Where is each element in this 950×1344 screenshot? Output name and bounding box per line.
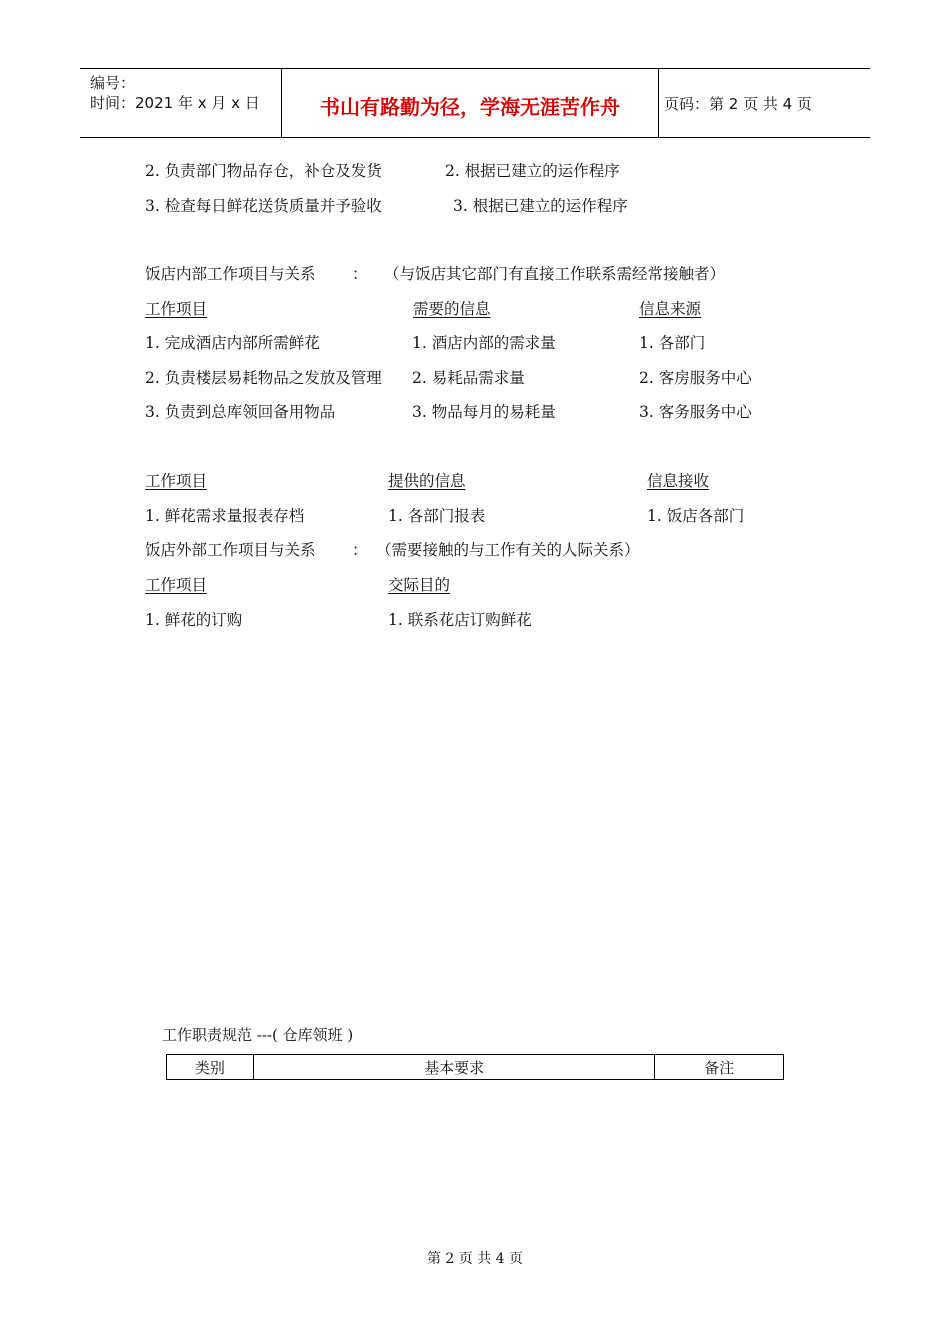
provided-info: 1. 各部门报表 — [388, 507, 486, 525]
column-header: 工作项目 — [145, 472, 208, 490]
number-label: 编号： — [90, 74, 136, 92]
header-divider — [658, 69, 659, 137]
column-header: 工作项目 — [145, 576, 208, 594]
internal-section-colon: ： — [352, 265, 368, 283]
work-item: 1. 鲜花的订购 — [145, 611, 243, 629]
info-source: 3. 客务服务中心 — [639, 403, 752, 421]
work-item: 3. 负责到总库领回备用物品 — [145, 403, 336, 421]
duty-basis: 3. 根据已建立的运作程序 — [453, 197, 628, 215]
column-header: 需要的信息 — [413, 300, 491, 318]
table-header-cell: 类别 — [167, 1055, 254, 1080]
spec-table — [166, 1054, 784, 1080]
external-section-note: （需要接触的与工作有关的人际关系） — [376, 541, 640, 559]
table-header-cell: 基本要求 — [253, 1055, 655, 1080]
header-page-number: 页码：第 2 页 共 4 页 — [664, 95, 812, 113]
header-motto: 书山有路勤为径，学海无涯苦作舟 — [320, 95, 620, 119]
column-header: 信息接收 — [647, 472, 710, 490]
info-receiver: 1. 饭店各部门 — [647, 507, 745, 525]
date-label: 时间：2021 年 x 月 x 日 — [90, 94, 260, 112]
column-header: 信息来源 — [639, 300, 702, 318]
table-header-cell: 备注 — [655, 1055, 784, 1080]
work-item: 1. 完成酒店内部所需鲜花 — [145, 334, 320, 352]
needed-info: 3. 物品每月的易耗量 — [412, 403, 556, 421]
internal-section-note: （与饭店其它部门有直接工作联系需经常接触者） — [384, 265, 726, 283]
duty-basis: 2. 根据已建立的运作程序 — [445, 162, 620, 180]
page-header — [80, 68, 870, 138]
duty-item: 3. 检查每日鲜花送货质量并予验收 — [145, 197, 382, 215]
duty-item: 2. 负责部门物品存仓，补仓及发货 — [145, 162, 382, 180]
work-item: 1. 鲜花需求量报表存档 — [145, 507, 305, 525]
column-header: 提供的信息 — [388, 472, 466, 490]
table-row — [167, 1055, 784, 1080]
needed-info: 2. 易耗品需求量 — [412, 369, 525, 387]
internal-section-title: 饭店内部工作项目与关系 — [145, 265, 316, 283]
column-header: 交际目的 — [388, 576, 451, 594]
contact-purpose: 1. 联系花店订购鲜花 — [388, 611, 532, 629]
external-section-colon: ： — [352, 541, 368, 559]
info-source: 1. 各部门 — [639, 334, 706, 352]
column-header: 工作项目 — [145, 300, 208, 318]
external-section-title: 饭店外部工作项目与关系 — [145, 541, 316, 559]
info-source: 2. 客房服务中心 — [639, 369, 752, 387]
header-meta — [90, 73, 260, 113]
spec-title: 工作职责规范 ---( 仓库领班 ) — [162, 1026, 354, 1044]
work-item: 2. 负责楼层易耗物品之发放及管理 — [145, 369, 382, 387]
needed-info: 1. 酒店内部的需求量 — [412, 334, 556, 352]
page-footer: 第 2 页 共 4 页 — [426, 1251, 524, 1267]
